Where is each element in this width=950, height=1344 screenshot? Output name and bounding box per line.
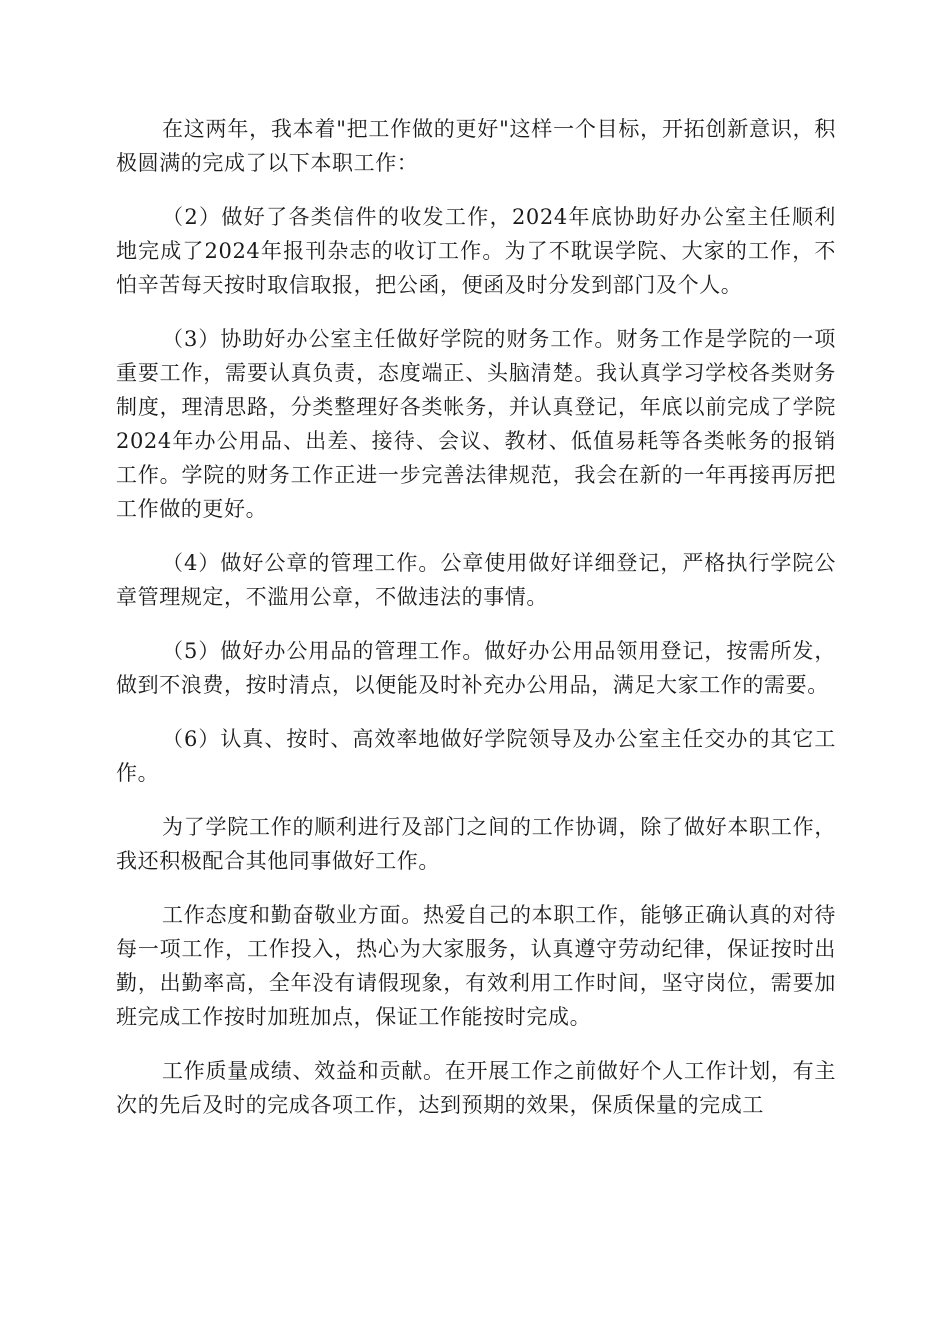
paragraph-intro: 在这两年，我本着"把工作做的更好"这样一个目标，开拓创新意识，积极圆满的完成了以下本职工作： bbox=[116, 117, 836, 175]
paragraph-item-3: （3）协助好办公室主任做好学院的财务工作。财务工作是学院的一项重要工作，需要认真负责，态度端正、头脑清楚。我认真学习学校各类财务制度，理清思路，分类整理好各类帐务，并认真登记，年底以前完成了学院2024年办公用品、出差、接待、会议、教材、低值易耗等各类帐务的报销工作。学院的财务工作正进一步完善法律规范，我会在新的一年再接再厉把工作做的更好。 bbox=[116, 327, 836, 521]
paragraph-item-6: （6）认真、按时、高效率地做好学院领导及办公室主任交办的其它工作。 bbox=[116, 727, 836, 785]
paragraph-attitude: 工作态度和勤奋敬业方面。热爱自己的本职工作，能够正确认真的对待每一项工作，工作投入，热心为大家服务，认真遵守劳动纪律，保证按时出勤，出勤率高，全年没有请假现象，有效利用工作时间，坚守岗位，需要加班完成工作按时加班加点，保证工作能按时完成。 bbox=[116, 903, 836, 1029]
paragraph-cooperation: 为了学院工作的顺利进行及部门之间的工作协调，除了做好本职工作，我还积极配合其他同事做好工作。 bbox=[116, 815, 836, 873]
paragraph-quality: 工作质量成绩、效益和贡献。在开展工作之前做好个人工作计划，有主次的先后及时的完成各项工作，达到预期的效果，保质保量的完成工 bbox=[116, 1059, 836, 1117]
paragraph-item-4: （4）做好公章的管理工作。公章使用做好详细登记，严格执行学院公章管理规定，不滥用公章，不做违法的事情。 bbox=[116, 551, 836, 609]
document-body bbox=[116, 112, 836, 1142]
paragraph-item-2: （2）做好了各类信件的收发工作，2024年底协助好办公室主任顺利地完成了2024年报刊杂志的收订工作。为了不耽误学院、大家的工作，不怕辛苦每天按时取信取报，把公函，便函及时分发到部门及个人。 bbox=[116, 205, 836, 297]
paragraph-item-5: （5）做好办公用品的管理工作。做好办公用品领用登记，按需所发，做到不浪费，按时清点，以便能及时补充办公用品，满足大家工作的需要。 bbox=[116, 639, 836, 697]
